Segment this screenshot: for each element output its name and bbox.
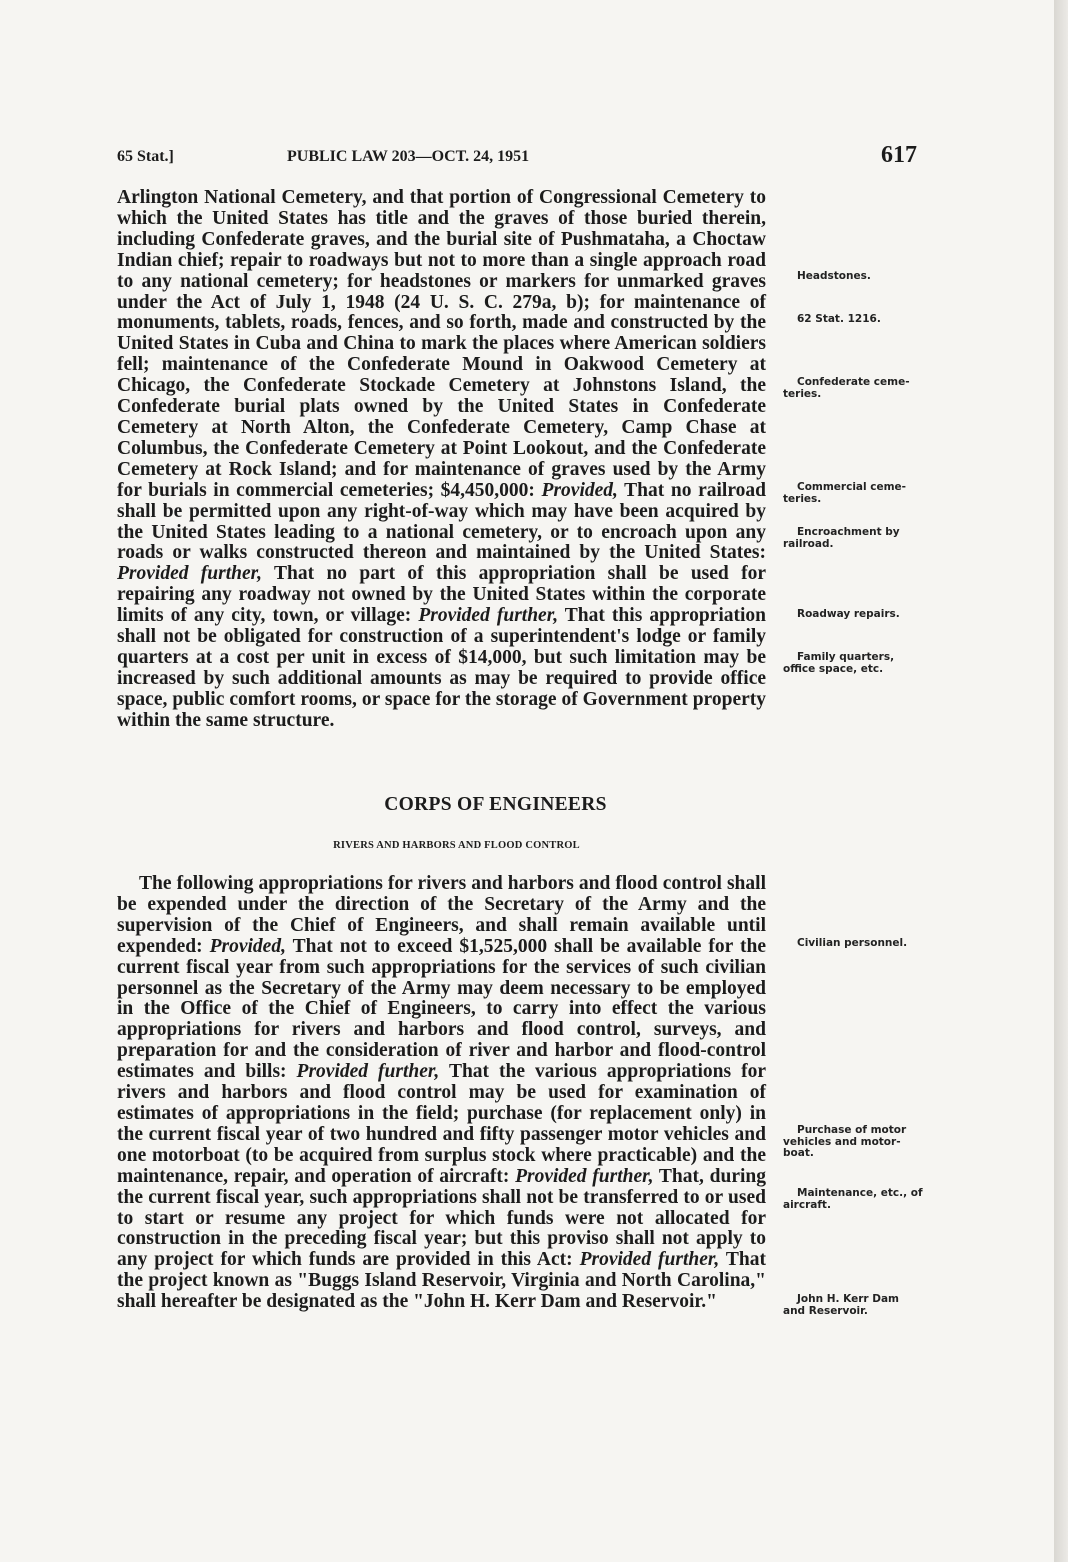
law-title: PUBLIC LAW 203—OCT. 24, 1951 — [287, 148, 530, 165]
margin-note-kerr-dam: John H. Kerr Dam and Reservoir. — [783, 1293, 899, 1317]
page-number: 617 — [881, 142, 917, 168]
section-heading: CORPS OF ENGINEERS — [384, 794, 607, 815]
paragraph-cemeteries: Arlington National Cemetery, and that portion of Congressional Cemetery to which the United States has title and the graves of those buried therein, including Confederate graves, and the burial site of Pushmataha, a Choctaw Indian chief; repair to roadways but not to more than a single approach road to any national cemetery; for headstones or markers for unmarked graves under the Act of July 1, 1948 (24 U. S. C. 279a, b); for maintenance of monuments, tablets, roads, fences, and so forth, made and constructed by the United States in Cuba and China to mark the places where American soldiers fell; maintenance of the Confederate Mound in Oakwood Cemetery at Chicago, the Confederate Stockade Cemetery at Johnstons Island, the Confederate burial plats owned by the United States in Confederate Cemetery at North Alton, the Confederate Cemetery, Camp Chase at Columbus, the Confederate Cemetery at Point Lookout, and the Confederate Cemetery at Rock Island; and for maintenance of graves used by the Army for burials in commercial cemeteries; $4,450,000: Provided, That no railroad shall be permitted upon any right-of-way which may have been acquired by the United States leading to a national cemetery, or to encroach upon any roads or walks constructed thereon and maintained by the United States: Provided further, That no part of this appropriation shall be used for repairing any roadway not owned by the United States within the corporate limits of any city, town, or village: Provided further, That this appropriation shall not be obligated for construction of a superintendent's lodge or family quarters at a cost per unit in excess of $14,000, but such limitation may be increased by such additional amounts as may be required to provide office space, public comfort rooms, or space for the storage of Government property within the same structure. — [117, 187, 766, 731]
margin-note-motor-vehicles: Purchase of motor vehicles and motor- boat. — [783, 1124, 907, 1159]
margin-note-roadway-repairs: Roadway repairs. — [797, 608, 900, 620]
margin-note-confederate-cemeteries: Confederate ceme- teries. — [783, 376, 910, 400]
statute-volume: 65 Stat.] — [117, 148, 174, 165]
margin-note-aircraft: Maintenance, etc., of aircraft. — [783, 1187, 923, 1211]
paragraph-rivers-harbors: The following appropriations for rivers and harbors and flood control shall be expended under the direction of the Secretary of the Army and the supervision of the Chief of Engineers, and shall remain available until expended: Provided, That not to exceed $1,525,000 shall be available for the current fiscal year from such appropriations for the services of such civilian personnel as the Secretary of the Army may deem necessary to be employed in the Office of the Chief of Engineers, to carry into effect the various appropriations for rivers and harbors and flood control, surveys, and preparation for and the consideration of river and harbor and flood-control estimates and bills: Provided further, That the various appropriations for rivers and harbors and flood control may be used for examination of estimates of appropriations in the field; purchase (for replacement only) in the current fiscal year of two hundred and fifty passenger motor vehicles and one motorboat (to be acquired from surplus stock where practicable) and the maintenance, repair, and operation of aircraft: Provided further, That, during the current fiscal year, such appropriations shall not be transferred to or used to start or resume any project for which funds were not allocated for construction in the preceding fiscal year; but this proviso shall not apply to any project for which funds are provided in this Act: Provided further, That the project known as "Buggs Island Reservoir, Virginia and North Carolina," shall hereafter be designated as the "John H. Kerr Dam and Reservoir." — [117, 873, 766, 1313]
margin-note-commercial-cemeteries: Commercial ceme- teries. — [783, 481, 907, 505]
subsection-heading: RIVERS AND HARBORS AND FLOOD CONTROL — [333, 840, 580, 851]
margin-note-civilian-personnel: Civilian personnel. — [797, 937, 908, 949]
margin-note-statute-reference: 62 Stat. 1216. — [797, 313, 881, 325]
margin-note-headstones: Headstones. — [797, 270, 871, 282]
page-edge-shadow — [1054, 0, 1068, 1562]
running-head — [117, 144, 917, 172]
margin-note-encroachment: Encroachment by railroad. — [783, 526, 900, 550]
margin-note-family-quarters: Family quarters, office space, etc. — [783, 651, 895, 675]
